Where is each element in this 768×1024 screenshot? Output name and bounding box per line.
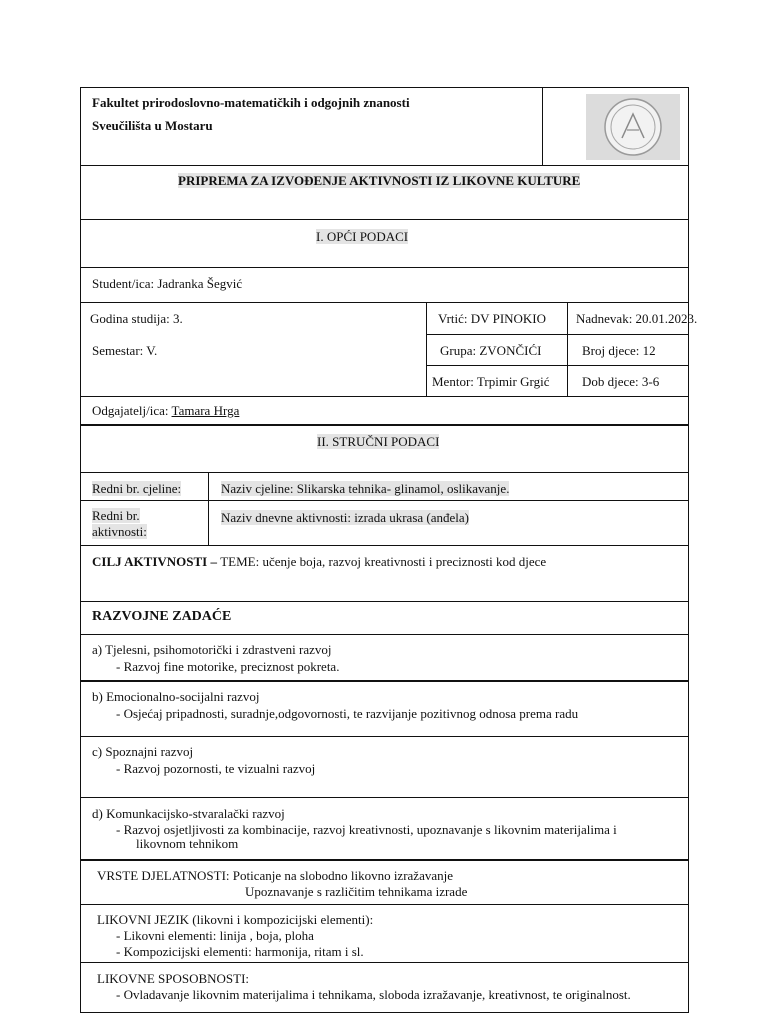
row-divider [426, 365, 689, 366]
row-divider [542, 87, 543, 166]
table-border-bottom [80, 1012, 689, 1013]
composition-elements-item: - Kompozicijski elementi: harmonija, ritam i sl. [116, 944, 364, 959]
document-title: PRIPREMA ZA IZVOĐENJE AKTIVNOSTI IZ LIKOVNE KULTURE [178, 173, 581, 188]
row-divider [80, 634, 689, 635]
art-language-title: LIKOVNI JEZIK (likovni i kompozicijski elementi): [97, 912, 374, 927]
row-divider [80, 797, 689, 798]
educator-label: Odgajatelj/ica: [92, 403, 169, 418]
development-tasks-heading: RAZVOJNE ZADAĆE [92, 609, 232, 624]
table-border-left [80, 87, 81, 1013]
educator-name: Tamara Hrga [171, 403, 240, 418]
activity-name-field: Naziv dnevne aktivnosti: izrada ukrasa (anđela) [221, 510, 469, 525]
study-year-field: Godina studija: 3. [90, 311, 183, 326]
activity-number-label-line2: aktivnosti: [92, 524, 147, 539]
row-divider [80, 500, 689, 501]
task-c-item: - Razvoj pozornosti, te vizualni razvoj [116, 761, 316, 776]
task-d-item-line2: likovnom tehnikom [136, 836, 239, 851]
col-divider [208, 472, 209, 546]
university-name: Sveučilišta u Mostaru [92, 118, 213, 133]
kindergarten-field: Vrtić: DV PINOKIO [438, 311, 547, 326]
row-divider [426, 334, 689, 335]
row-divider [80, 680, 689, 682]
task-d-item-line1: - Razvoj osjetljivosti za kombinacije, razvoj kreativnosti, upoznavanje s likovnim materijalima i [116, 822, 617, 837]
col-divider [426, 302, 427, 397]
children-age-field: Dob djece: 3-6 [582, 374, 660, 389]
row-divider [80, 165, 689, 166]
row-divider [80, 267, 689, 268]
table-border-top [80, 87, 689, 88]
activity-types-line2: Upoznavanje s različitim tehnikama izrade [245, 884, 468, 899]
task-b-title: b) Emocionalno-socijalni razvoj [92, 689, 260, 704]
activity-number-label-line1: Redni br. [92, 508, 140, 523]
activity-types: VRSTE DJELATNOSTI: Poticanje na slobodno likovno izražavanje [97, 868, 453, 883]
children-count-field: Broj djece: 12 [582, 343, 656, 358]
row-divider [80, 904, 689, 905]
row-divider [80, 219, 689, 220]
task-d-title: d) Komunkacijsko-stvaralački razvoj [92, 806, 285, 821]
task-c-title: c) Spoznajni razvoj [92, 744, 194, 759]
row-divider [80, 962, 689, 963]
educator-field [92, 403, 239, 418]
task-a-title: a) Tjelesni, psihomotorički i zdrastveni razvoj [92, 642, 332, 657]
row-divider [80, 424, 689, 426]
unit-name-field: Naziv cjeline: Slikarska tehnika- glinamol, oslikavanje. [221, 481, 510, 496]
art-abilities-title: LIKOVNE SPOSOBNOSTI: [97, 971, 250, 986]
col-divider [567, 302, 568, 397]
student-field: Student/ica: Jadranka Šegvić [92, 276, 243, 291]
activity-goal-text: TEME: učenje boja, razvoj kreativnosti i preciznosti kod djece [220, 554, 547, 569]
art-elements-item: - Likovni elementi: linija , boja, ploha [116, 928, 314, 943]
mentor-field: Mentor: Trpimir Grgić [432, 374, 550, 389]
row-divider [80, 302, 689, 303]
art-abilities-item: - Ovladavanje likovnim materijalima i tehnikama, sloboda izražavanje, kreativnost, te originalnost. [116, 987, 631, 1002]
activity-goal-label: CILJ AKTIVNOSTI – [92, 554, 221, 569]
section-heading-professional: II. STRUČNI PODACI [317, 434, 440, 449]
row-divider [80, 472, 689, 473]
row-divider [80, 601, 689, 602]
row-divider [80, 396, 689, 397]
row-divider [80, 859, 689, 861]
semester-field: Semestar: V. [92, 343, 158, 358]
university-seal-logo [586, 94, 680, 160]
unit-number-label: Redni br. cjeline: [92, 481, 182, 496]
table-border-right [688, 87, 689, 1013]
faculty-name: Fakultet prirodoslovno-matematičkih i odgojnih znanosti [92, 95, 410, 110]
task-a-item: - Razvoj fine motorike, preciznost pokreta. [116, 659, 340, 674]
row-divider [80, 545, 689, 546]
section-heading-general: I. OPĆI PODACI [316, 229, 409, 244]
row-divider [80, 736, 689, 737]
group-field: Grupa: ZVONČIĆI [440, 343, 542, 358]
task-b-item: - Osjećaj pripadnosti, suradnje,odgovornosti, te razvijanje pozitivnog odnosa prema radu [116, 706, 579, 721]
activity-goal [92, 554, 546, 569]
date-field: Nadnevak: 20.01.2023. [576, 311, 698, 326]
